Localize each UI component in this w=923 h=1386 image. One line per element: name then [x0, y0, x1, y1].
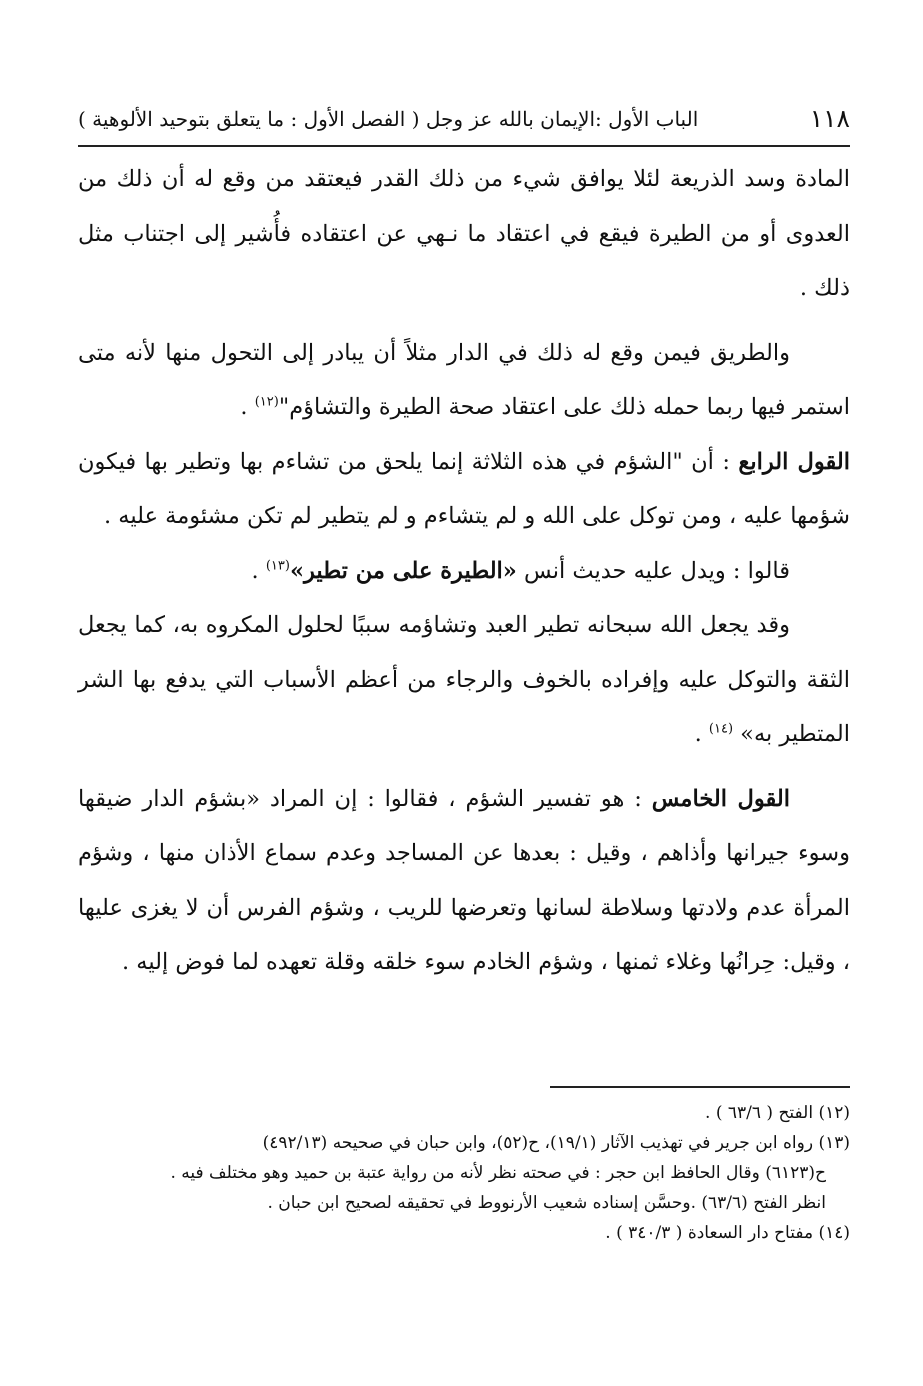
footnote-line: انظر الفتح (٦٣/٦) .وحسَّن إسناده شعيب الأرنووط في تحقيقه لصحيح ابن حبان . [267, 1193, 826, 1213]
footnote-line: (١٣) رواه ابن جرير في تهذيب الآثار (١٩/١)، ح(٥٢)، وابن حبان في صحيحه (٤٩٢/١٣) [262, 1133, 850, 1153]
paragraph [78, 435, 850, 544]
paragraph-text: قالوا : ويدل عليه حديث أنس [516, 557, 790, 584]
paragraph-text: . [694, 721, 709, 747]
footnotes [78, 1098, 850, 1248]
footnote-marker: (١٣) [265, 558, 290, 573]
paragraph [78, 152, 850, 316]
section-heading: القول الخامس [651, 785, 790, 812]
footnote-line: (١٢) الفتح ( ٦٣/٦ ) . [705, 1103, 850, 1123]
paragraph [78, 598, 850, 762]
hadith-quote: «الطيرة على من تطير» [289, 557, 517, 584]
running-title: الباب الأول :الإيمان بالله عز وجل ( الفصل الأول : ما يتعلق بتوحيد الألوهية ) [78, 107, 699, 131]
paragraph [78, 544, 850, 599]
paragraph-text: . [240, 394, 255, 420]
footnote-line: ح(٦١٢٣) وقال الحافظ ابن حجر : في صحته نظر لأنه من رواية عتبة بن حميد وهو مختلف فيه . [170, 1163, 826, 1183]
paragraph-text: المادة وسد الذريعة لئلا يوافق شيء من ذلك القدر فيعتقد من وقع له أن ذلك من العدوى أو من الطيرة فيقع في اعتقاد ما نـهي عن اعتقاده فأُشير إلى اجتناب مثل ذلك . [78, 166, 850, 301]
paragraph-text: والطريق فيمن وقع له ذلك في الدار مثلاً أن يبادر إلى التحول منها لأنه متى استمر فيها ربما حمله ذلك على اعتقاد صحة الطيرة والتشاؤم" [78, 339, 850, 420]
body-text [78, 152, 850, 990]
footnote-marker: (١٢) [254, 394, 279, 410]
paragraph-text: : هو تفسير الشؤم ، فقالوا : إن المراد «بشؤم الدار ضيقها وسوء جيرانها وأذاهم ، وقيل : بعدها عن المساجد وعدم سماع الأذان منها ، وشؤم المرأة عدم ولادتها وسلاطة لسانها وتعرضها للريب ، وشؤم الفرس أن لا يغزى عليها ، وقيل: حِرانُها وغلاء ثمنها ، وشؤم الخادم سوء خلقه وقلة تعهده لما فوض إليه . [78, 785, 850, 975]
page-number: ١١٨ [809, 104, 850, 133]
footnote-line: (١٤) مفتاح دار السعادة ( ٣٤٠/٣ ) . [605, 1223, 850, 1243]
page-header [78, 98, 850, 138]
footnote-marker: (١٤) [708, 721, 734, 737]
paragraph-text: : أن "الشؤم في هذه الثلاثة إنما يلحق من تشاءم بها وتطير بها فيكون شؤمها عليه ، ومن توكل على الله و لم يتشاءم و لم يتطير لم تكن مشئومة عليه . [78, 448, 850, 529]
footnote-rule [550, 1086, 850, 1088]
paragraph-text: وقد يجعل الله سبحانه تطير العبد وتشاؤمه سببًا لحلول المكروه به، كما يجعل الثقة والتوكل عليه وإفراده بالخوف والرجاء من أعظم الأسباب التي يدفع بها الشر المتطير به» [78, 612, 850, 747]
header-rule [78, 145, 850, 147]
paragraph [78, 772, 850, 990]
section-heading: القول الرابع [738, 448, 850, 475]
paragraph-text: . [251, 557, 266, 584]
paragraph [78, 326, 850, 435]
